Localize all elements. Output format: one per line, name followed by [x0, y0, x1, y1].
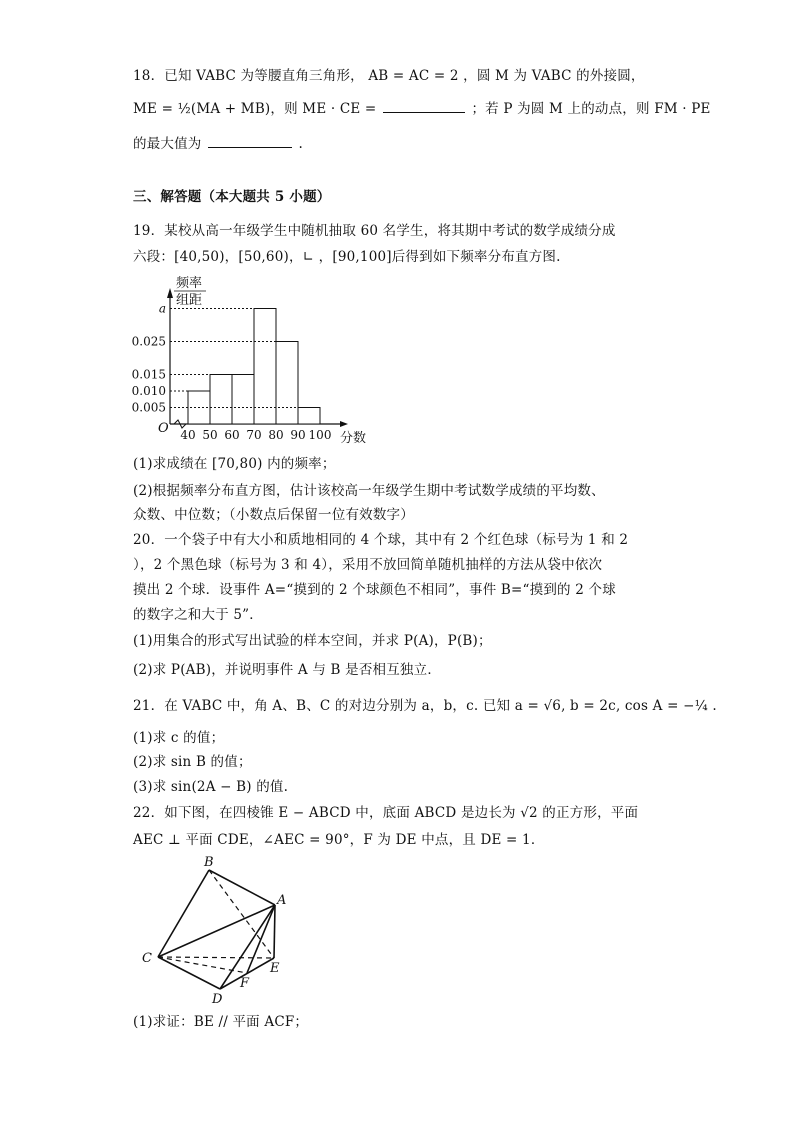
q18-line-2-a: ME = ½(MA + MB)，则 ME · CE =: [133, 101, 377, 117]
q18-line-3-a: 的最大值为: [133, 136, 202, 152]
y-tick-label: 0.010: [131, 384, 166, 398]
x-tick-label: 90: [290, 428, 306, 442]
q21-part-3: (3)求 sin(2A − B) 的值.: [133, 779, 289, 795]
y-tick-label: 0.025: [131, 334, 166, 349]
x-tick-label: 70: [246, 428, 262, 442]
edge-BE-dashed: [209, 870, 274, 958]
histogram-chart: [128, 274, 378, 450]
histogram-bar: [276, 342, 298, 425]
y-axis-arrow: [167, 288, 173, 298]
q20-part-2: (2)求 P(AB)，并说明事件 A 与 B 是否相互独立．: [133, 662, 442, 678]
q18-line-3-b: .: [298, 136, 303, 152]
label-C: C: [142, 951, 152, 966]
y-tick-label: 0.005: [131, 400, 166, 415]
q18-line-2-b: ；若 P 为圆 M 上的动点，则 FM · PE: [471, 101, 711, 117]
x-axis-arrow: [340, 421, 348, 427]
q20-part-1: (1)用集合的形式写出试验的样本空间，并求 P(A)，P(B)；: [133, 633, 492, 649]
label-A: A: [277, 893, 287, 908]
edge-BC: [158, 870, 209, 957]
x-tick-label: 80: [268, 428, 284, 442]
y-axis-label-top: 频率: [176, 276, 203, 291]
q19-line-1: 19．某校从高一年级学生中随机抽取 60 名学生，将其期中考试的数学成绩分成: [133, 223, 616, 239]
x-tick-label: 50: [202, 428, 218, 442]
q19-part-1: (1)求成绩在 [70,80) 内的频率；: [133, 456, 336, 472]
label-D: D: [212, 992, 223, 1007]
histogram-bar: [210, 375, 232, 425]
label-F: F: [240, 976, 250, 991]
pyramid-figure: [136, 850, 296, 1010]
histogram-group: [132, 275, 366, 446]
edge-CE-dashed: [158, 957, 274, 958]
y-tick-label: a: [158, 301, 166, 316]
q20-line-2: ），2 个黑色球（标号为 3 和 4），采用不放回简单随机抽样的方法从袋中依次: [133, 557, 603, 573]
q18-blank-2[interactable]: [208, 133, 292, 148]
label-B: B: [204, 855, 214, 870]
origin-label: O: [158, 421, 169, 436]
x-tick-label: 100: [308, 428, 332, 442]
section-title: 三、解答题（本大题共 5 小题）: [133, 189, 331, 205]
x-axis-label: 分数: [340, 431, 367, 446]
x-tick-label: 60: [224, 428, 240, 442]
histogram-bar: [254, 309, 276, 425]
q18-line-1: 18．已知 VABC 为等腰直角三角形， AB = AC = 2 ，圆 M 为 VABC 的外接圆，: [133, 68, 645, 84]
q19-line-2: 六段：[40,50)，[50,60)，∟ ，[90,100]后得到如下频率分布直方图.: [133, 249, 561, 265]
q21-part-1: (1)求 c 的值；: [133, 730, 225, 746]
histogram-bar: [232, 375, 254, 425]
edge-CF-dashed: [158, 957, 247, 973]
edge-AE: [274, 905, 275, 958]
q21-line-1: 21．在 VABC 中，角 A、B、C 的对边分别为 a，b，c. 已知 a = √6, b = 2c, cos A = −¼ .: [133, 698, 717, 714]
y-axis-label-bottom: 组距: [176, 293, 203, 308]
q18-line-2: [133, 98, 711, 119]
edge-BA: [209, 870, 275, 905]
label-E: E: [270, 961, 280, 976]
q20-line-4: 的数字之和大于 5”．: [133, 607, 263, 623]
x-tick-label: 40: [180, 428, 196, 442]
histogram-bar: [298, 408, 320, 425]
q20-line-3: 摸出 2 个球．设事件 A=“摸到的 2 个球颜色不相同”，事件 B=“摸到的 2 个球: [133, 582, 616, 598]
y-tick-label: 0.015: [131, 367, 166, 382]
edge-CD: [158, 957, 220, 989]
q19-part-2-cont: 众数、中位数；（小数点后保留一位有效数字）: [133, 507, 414, 523]
q20-line-1: 20．一个袋子中有大小和质地相同的 4 个球，其中有 2 个红色球（标号为 1 和 2: [133, 532, 629, 548]
q22-part-1: (1)求证：BE // 平面 ACF；: [133, 1014, 309, 1030]
q19-part-2: (2)根据频率分布直方图，估计该校高一年级学生期中考试数学成绩的平均数、: [133, 483, 605, 499]
q22-line-1: 22．如下图，在四棱锥 E − ABCD 中，底面 ABCD 是边长为 √2 的正方形，平面: [133, 805, 639, 821]
q18-blank-1[interactable]: [383, 98, 465, 113]
q21-part-2: (2)求 sin B 的值；: [133, 754, 252, 770]
q18-line-3: [133, 133, 303, 154]
q22-line-2: AEC ⊥ 平面 CDE，∠AEC = 90°，F 为 DE 中点，且 DE = 1．: [133, 832, 545, 848]
